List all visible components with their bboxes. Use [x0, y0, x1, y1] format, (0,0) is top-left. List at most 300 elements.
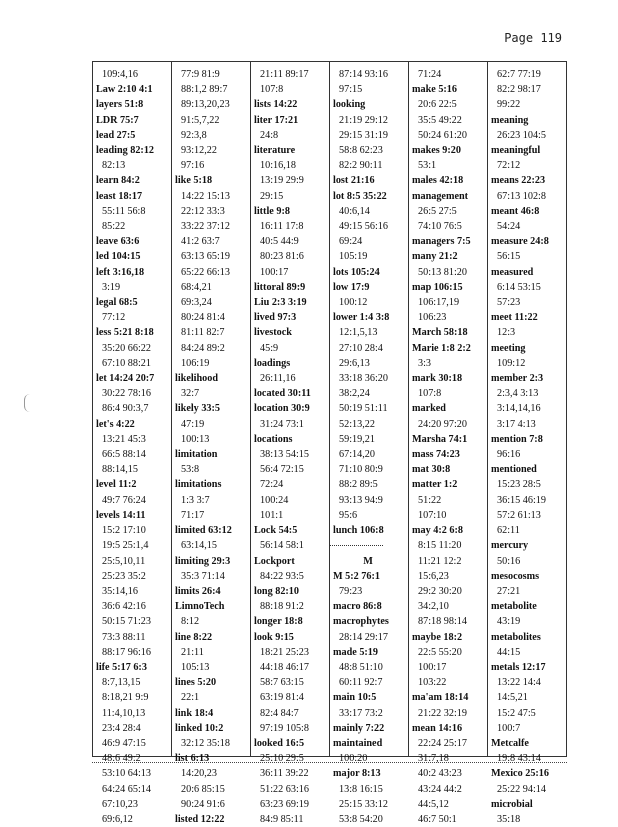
index-term: liter 17:21	[254, 114, 299, 126]
index-column-1	[93, 62, 172, 825]
index-term: managers 7:5	[412, 236, 471, 248]
index-reference: 71:24	[418, 69, 442, 80]
index-reference: 43:19	[497, 616, 521, 628]
index-reference: 34:2,10	[418, 601, 449, 613]
index-term: metabolites	[491, 631, 541, 643]
index-term: Mexico 25:16	[491, 768, 549, 780]
index-reference: 82:2 90:11	[339, 160, 383, 172]
index-reference: 84:22 93:5	[260, 570, 304, 582]
index-term: mention 7:8	[491, 433, 543, 445]
index-column-5	[409, 62, 488, 825]
index-term: listed 12:22	[175, 813, 225, 825]
index-reference: 57:2 61:13	[497, 509, 541, 521]
index-reference: 3:17 4:13	[497, 418, 536, 430]
index-reference: 72:24	[260, 479, 284, 491]
index-reference: 28:14 29:17	[339, 631, 388, 643]
index-reference: 59:19,21	[339, 433, 375, 445]
index-reference: 62:11	[497, 525, 520, 537]
index-reference: 100:17	[418, 661, 447, 673]
index-reference: 88:2 89:5	[339, 479, 378, 491]
index-reference: 20:6 22:5	[418, 99, 457, 111]
index-reference: 44:15	[497, 646, 521, 658]
index-reference: 68:4,21	[181, 281, 212, 293]
index-reference: 50:15 71:23	[102, 616, 151, 628]
index-reference: 87:18 98:14	[418, 616, 467, 628]
index-term: like 5:18	[175, 175, 213, 187]
index-column-3	[251, 62, 330, 825]
index-term: least 18:17	[96, 190, 143, 202]
index-reference: 49:15 56:16	[339, 221, 388, 233]
index-term: mercury	[491, 540, 529, 552]
index-term: males 42:18	[412, 175, 464, 187]
index-term: lower 1:4 3:8	[333, 312, 390, 324]
index-term: Marie 1:8 2:2	[412, 342, 471, 354]
index-reference: 69:24	[339, 236, 363, 248]
index-term: limited 63:12	[175, 525, 232, 537]
index-reference: 88:18 91:2	[260, 601, 304, 613]
index-term: metals 12:17	[491, 661, 546, 673]
index-term: metabolite	[491, 601, 537, 613]
index-term: located 30:11	[254, 388, 311, 400]
index-reference: 29:2 30:20	[418, 585, 462, 597]
index-term: mat 30:8	[412, 464, 451, 476]
index-reference: 51:22	[418, 494, 442, 506]
index-reference: 106:19	[181, 357, 210, 369]
index-term: macrophytes	[333, 616, 389, 628]
index-reference: 15:2 47:5	[497, 707, 536, 719]
index-reference: 32:7	[181, 388, 200, 400]
index-term: look 9:15	[254, 631, 294, 643]
index-reference: 22:12 33:3	[181, 205, 225, 217]
index-reference: 66:5 88:14	[102, 449, 146, 461]
index-reference: 53:1	[418, 160, 437, 172]
index-reference: 65:22 66:13	[181, 266, 230, 278]
index-term: littoral 89:9	[254, 281, 306, 293]
index-reference: 14:20,23	[181, 768, 217, 780]
index-term: lived 97:3	[254, 312, 297, 324]
index-reference: 50:24 61:20	[418, 129, 467, 141]
index-reference: 74:10 76:5	[418, 221, 462, 233]
index-reference: 63:19 81:4	[260, 692, 304, 704]
index-term: loadings	[254, 357, 291, 369]
index-term: member 2:3	[491, 373, 544, 385]
index-reference: 88:1,2 89:7	[181, 84, 228, 96]
index-reference: 100:17	[260, 266, 289, 278]
index-column-6	[488, 62, 568, 825]
index-reference: 11:21 12:2	[418, 555, 462, 567]
word-index-table	[92, 61, 567, 825]
index-reference: 27:21	[497, 585, 521, 597]
index-reference: 105:19	[339, 251, 368, 263]
index-reference: 73:3 88:11	[102, 631, 146, 643]
index-column-2	[172, 62, 251, 825]
index-reference: 88:14,15	[102, 464, 138, 476]
index-column-4	[330, 62, 409, 825]
index-reference: 85:22	[102, 221, 126, 233]
index-reference: 13:21 45:3	[102, 433, 146, 445]
index-reference: 12:3	[497, 327, 516, 339]
index-term: list 6:13	[175, 753, 210, 765]
index-reference: 24:8	[260, 129, 279, 141]
scan-margin-mark	[24, 394, 31, 412]
index-reference: 48:6 49:2	[102, 753, 141, 765]
index-reference: 29:15 31:19	[339, 129, 388, 141]
index-term: microbial	[491, 798, 533, 810]
index-term: main 10:5	[333, 692, 377, 704]
index-term: mean 14:16	[412, 722, 463, 734]
index-term: linked 10:2	[175, 722, 224, 734]
index-term: matter 1:2	[412, 479, 458, 491]
index-reference: 63:23 69:19	[260, 798, 309, 810]
index-reference: 88:17 96:16	[102, 646, 151, 658]
index-term: marked	[412, 403, 446, 415]
index-reference: 80:23 81:6	[260, 251, 304, 263]
index-term: line 8:22	[175, 631, 213, 643]
index-reference: 56:15	[497, 251, 521, 263]
index-reference: 84:9 85:11	[260, 813, 304, 825]
index-term: make 5:16	[412, 84, 457, 96]
index-reference: 15:23 28:5	[497, 479, 541, 491]
index-reference: 3:19	[102, 281, 121, 293]
index-reference: 36:11 39:22	[260, 768, 309, 780]
index-term: livestock	[254, 327, 292, 339]
index-reference: 77:9 81:9	[181, 69, 220, 80]
index-reference: 97:15	[339, 84, 363, 96]
index-reference: 53:8 54:20	[339, 813, 383, 825]
index-reference: 2:3,4 3:13	[497, 388, 539, 400]
index-reference: 8:15 11:20	[418, 540, 462, 552]
index-reference: 106:23	[418, 312, 447, 324]
index-term: leave 63:6	[96, 236, 140, 248]
index-reference: 43:24 44:2	[418, 783, 462, 795]
index-reference: 31:24 73:1	[260, 418, 304, 430]
index-term: measured	[491, 266, 534, 278]
index-reference: 100:13	[181, 433, 210, 445]
index-reference: 19:5 25:1,4	[102, 540, 149, 552]
page-number: Page 119	[504, 31, 562, 45]
index-term: limitations	[175, 479, 222, 491]
index-reference: 38:13 54:15	[260, 449, 309, 461]
index-term: long 82:10	[254, 585, 299, 597]
index-term: looked 16:5	[254, 737, 305, 749]
index-reference: 41:2 63:7	[181, 236, 220, 248]
index-reference: 6:14 53:15	[497, 281, 541, 293]
index-reference: 44:5,12	[418, 798, 449, 810]
index-reference: 99:22	[497, 99, 521, 111]
index-reference: 12:1,5,13	[339, 327, 378, 339]
index-reference: 52:13,22	[339, 418, 375, 430]
index-reference: 15:2 17:10	[102, 525, 146, 537]
index-reference: 54:24	[497, 221, 521, 233]
index-term: literature	[254, 145, 296, 157]
index-reference: 33:18 36:20	[339, 373, 388, 385]
index-term: lost 21:16	[333, 175, 375, 187]
index-reference: 36:6 42:16	[102, 601, 146, 613]
index-reference: 8:18,21 9:9	[102, 692, 149, 704]
index-reference: 58:7 63:15	[260, 677, 304, 689]
index-reference: 33:17 73:2	[339, 707, 383, 719]
index-reference: 67:14,20	[339, 449, 375, 461]
index-reference: 100:7	[497, 722, 521, 734]
index-term: mainly 7:22	[333, 722, 385, 734]
index-term: meaning	[491, 114, 529, 126]
index-term: let 14:24 20:7	[96, 373, 155, 385]
index-reference: 107:8	[260, 84, 284, 96]
index-reference: 24:20 97:20	[418, 418, 467, 430]
index-term: let's 4:22	[96, 418, 135, 430]
index-reference: 40:6,14	[339, 205, 370, 217]
index-reference: 23:4 28:4	[102, 722, 141, 734]
index-term: mentioned	[491, 464, 537, 476]
index-reference: 64:24 65:14	[102, 783, 151, 795]
index-reference: 35:20 66:22	[102, 342, 151, 354]
index-term: led 104:15	[96, 251, 141, 263]
index-reference: 87:14 93:16	[339, 69, 388, 80]
index-reference: 86:4 90:3,7	[102, 403, 149, 415]
index-term: legal 68:5	[96, 297, 138, 309]
index-term: layers 51:8	[96, 99, 144, 111]
index-term: management	[412, 190, 469, 202]
index-reference: 77:12	[102, 312, 126, 324]
index-reference: 29:15	[260, 190, 284, 202]
index-term: likely 33:5	[175, 403, 220, 415]
section-divider	[330, 538, 408, 553]
index-term: lot 8:5 35:22	[333, 190, 387, 202]
index-reference: 14:22 15:13	[181, 190, 230, 202]
index-term: maybe 18:2	[412, 631, 463, 643]
index-reference: 60:11 92:7	[339, 677, 383, 689]
index-reference: 71:10 80:9	[339, 464, 383, 476]
index-reference: 40:2 43:23	[418, 768, 462, 780]
index-reference: 35:3 71:14	[181, 570, 225, 582]
index-term: may 4:2 6:8	[412, 525, 463, 537]
index-term: Metcalfe	[491, 737, 529, 749]
index-term: LimnoTech	[175, 601, 225, 613]
index-term: low 17:9	[333, 281, 370, 293]
index-reference: 50:13 81:20	[418, 266, 467, 278]
index-term: meeting	[491, 342, 526, 354]
index-reference: 97:19 105:8	[260, 722, 309, 734]
index-reference: 79:23	[339, 585, 363, 597]
index-reference: 22:1	[181, 692, 200, 704]
index-reference: 40:5 44:9	[260, 236, 299, 248]
index-reference: 47:19	[181, 418, 205, 430]
index-reference: 82:2 98:17	[497, 84, 541, 96]
index-reference: 63:13 65:19	[181, 251, 230, 263]
index-reference: 92:3,8	[181, 129, 207, 141]
index-reference: 46:9 47:15	[102, 737, 146, 749]
footer-rule	[92, 762, 567, 763]
index-reference: 50:19 51:11	[339, 403, 388, 415]
index-reference: 25:22 94:14	[497, 783, 546, 795]
index-reference: 13:8 16:15	[339, 783, 383, 795]
index-reference: 35:18	[497, 813, 521, 825]
index-term: level 11:2	[96, 479, 137, 491]
index-term: limiting 29:3	[175, 555, 231, 567]
letter-heading: M	[363, 555, 373, 567]
index-reference: 67:10,23	[102, 798, 138, 810]
index-reference: 96:16	[497, 449, 521, 461]
index-term: looking	[333, 99, 366, 111]
index-reference: 67:13 102:8	[497, 190, 546, 202]
index-reference: 29:6,13	[339, 357, 370, 369]
index-term: learn 84:2	[96, 175, 140, 187]
index-reference: 46:7 50:1	[418, 813, 457, 825]
index-term: less 5:21 8:18	[96, 327, 154, 339]
index-reference: 63:14,15	[181, 540, 217, 552]
index-reference: 53:8	[181, 464, 200, 476]
index-reference: 44:18 46:17	[260, 661, 309, 673]
index-reference: 31:7,18	[418, 753, 449, 765]
index-reference: 45:9	[260, 342, 279, 354]
index-term: many 21:2	[412, 251, 458, 263]
index-term: link 18:4	[175, 707, 214, 719]
index-reference: 35:14,16	[102, 585, 138, 597]
index-term: made 5:19	[333, 646, 378, 658]
index-term: life 5:17 6:3	[96, 661, 147, 673]
index-reference: 106:17,19	[418, 297, 460, 309]
index-term: Marsha 74:1	[412, 433, 468, 445]
index-term: means 22:23	[491, 175, 546, 187]
index-reference: 32:12 35:18	[181, 737, 230, 749]
index-reference: 14:5,21	[497, 692, 528, 704]
index-term: ma'am 18:14	[412, 692, 469, 704]
index-reference: 81:11 82:7	[181, 327, 225, 339]
index-term: mesocosms	[491, 570, 540, 582]
index-reference: 22:24 25:17	[418, 737, 467, 749]
index-reference: 13:19 29:9	[260, 175, 304, 187]
index-reference: 33:22 37:12	[181, 221, 230, 233]
index-term: levels 14:11	[96, 509, 146, 521]
index-reference: 100:20	[339, 753, 368, 765]
index-term: LDR 75:7	[96, 114, 139, 126]
index-reference: 100:12	[339, 297, 368, 309]
index-reference: 100:24	[260, 494, 289, 506]
index-reference: 25:10 29:5	[260, 753, 304, 765]
index-reference: 21:19 29:12	[339, 114, 388, 126]
index-reference: 21:22 32:19	[418, 707, 467, 719]
index-reference: 80:24 81:4	[181, 312, 225, 324]
index-reference: 30:22 78:16	[102, 388, 151, 400]
index-term: mass 74:23	[412, 449, 460, 461]
index-reference: 48:8 51:10	[339, 661, 383, 673]
index-term: M 5:2 76:1	[333, 570, 380, 582]
index-reference: 69:3,24	[181, 297, 212, 309]
index-reference: 25:5,10,11	[102, 555, 146, 567]
index-reference: 56:4 72:15	[260, 464, 304, 476]
index-reference: 97:16	[181, 160, 205, 172]
index-term: Liu 2:3 3:19	[254, 297, 307, 309]
index-term: Law 2:10 4:1	[96, 84, 153, 96]
index-reference: 69:6,12	[102, 813, 133, 825]
index-term: meaningful	[491, 145, 541, 157]
index-term: macro 86:8	[333, 601, 382, 613]
index-reference: 84:24 89:2	[181, 342, 225, 354]
index-reference: 72:12	[497, 160, 521, 172]
index-reference: 101:1	[260, 509, 284, 521]
index-reference: 57:23	[497, 297, 521, 309]
index-reference: 27:10 28:4	[339, 342, 383, 354]
index-reference: 11:4,10,13	[102, 707, 146, 719]
index-reference: 8:7,13,15	[102, 677, 141, 689]
index-reference: 109:12	[497, 357, 526, 369]
index-reference: 36:15 46:19	[497, 494, 546, 506]
index-reference: 51:22 63:16	[260, 783, 309, 795]
index-reference: 1:3 3:7	[181, 494, 210, 506]
index-reference: 25:23 35:2	[102, 570, 146, 582]
index-reference: 35:5 49:22	[418, 114, 462, 126]
index-reference: 71:17	[181, 509, 205, 521]
index-reference: 26:23 104:5	[497, 129, 546, 141]
index-reference: 21:11 89:17	[260, 69, 309, 80]
index-term: longer 18:8	[254, 616, 303, 628]
index-reference: 22:5 55:20	[418, 646, 462, 658]
index-reference: 16:11 17:8	[260, 221, 304, 233]
index-term: mark 30:18	[412, 373, 463, 385]
index-term: left 3:16,18	[96, 266, 145, 278]
index-term: locations	[254, 433, 293, 445]
index-reference: 109:4,16	[102, 69, 138, 80]
index-reference: 105:13	[181, 661, 210, 673]
index-term: limits 26:4	[175, 585, 221, 597]
index-reference: 82:4 84:7	[260, 707, 299, 719]
index-term: meet 11:22	[491, 312, 538, 324]
index-reference: 107:8	[418, 388, 442, 400]
index-term: makes 9:20	[412, 145, 461, 157]
index-term: lines 5:20	[175, 677, 217, 689]
index-reference: 107:10	[418, 509, 447, 521]
index-reference: 21:11	[181, 646, 204, 658]
index-reference: 10:16,18	[260, 160, 296, 172]
index-term: location 30:9	[254, 403, 310, 415]
index-term: measure 24:8	[491, 236, 549, 248]
index-reference: 13:22 14:4	[497, 677, 541, 689]
index-term: little 9:8	[254, 205, 290, 217]
index-reference: 26:11,16	[260, 373, 296, 385]
index-reference: 93:12,22	[181, 145, 217, 157]
index-term: meant 46:8	[491, 205, 540, 217]
index-reference: 49:7 76:24	[102, 494, 146, 506]
index-reference: 56:14 58:1	[260, 540, 304, 552]
index-term: lots 105:24	[333, 266, 380, 278]
index-reference: 19:8 43:14	[497, 753, 541, 765]
index-reference: 8:12	[181, 616, 200, 628]
index-reference: 50:16	[497, 555, 521, 567]
index-term: lead 27:5	[96, 129, 136, 141]
index-reference: 3:3	[418, 357, 432, 369]
index-term: map 106:15	[412, 281, 463, 293]
index-reference: 90:24 91:6	[181, 798, 225, 810]
index-term: lunch 106:8	[333, 525, 384, 537]
index-reference: 67:10 88:21	[102, 357, 151, 369]
index-term: lists 14:22	[254, 99, 298, 111]
index-term: maintained	[333, 737, 383, 749]
index-reference: 55:11 56:8	[102, 205, 146, 217]
index-reference: 95:6	[339, 509, 358, 521]
index-reference: 93:13 94:9	[339, 494, 383, 506]
index-reference: 82:13	[102, 160, 126, 172]
index-reference: 26:5 27:5	[418, 205, 457, 217]
index-reference: 58:8 62:23	[339, 145, 383, 157]
index-term: leading 82:12	[96, 145, 155, 157]
index-reference: 53:10 64:13	[102, 768, 151, 780]
index-term: March 58:18	[412, 327, 468, 339]
index-reference: 15:6,23	[418, 570, 449, 582]
index-term: likelihood	[175, 373, 219, 385]
index-term: Lock 54:5	[254, 525, 298, 537]
index-reference: 103:22	[418, 677, 447, 689]
index-reference: 20:6 85:15	[181, 783, 225, 795]
